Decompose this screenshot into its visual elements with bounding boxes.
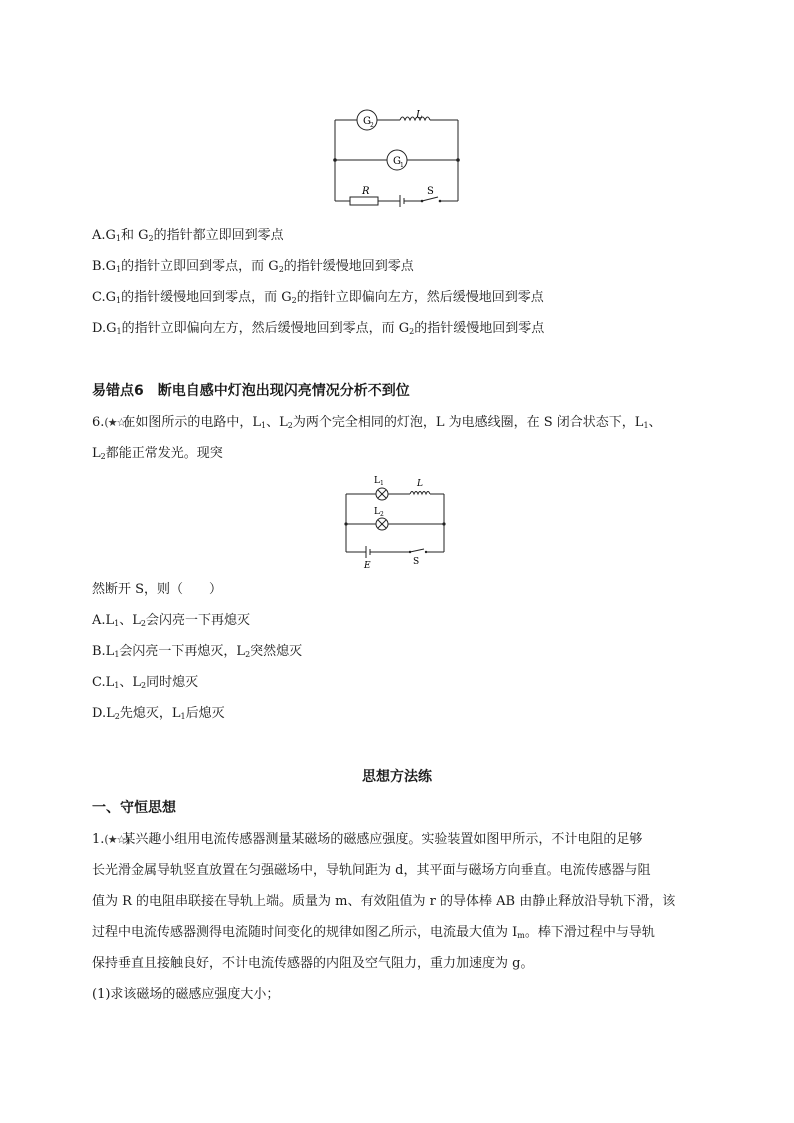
- g1-label: G: [393, 156, 401, 167]
- text: 的指针缓慢地回到零点，而 G: [121, 290, 292, 305]
- subscript: 1: [643, 421, 649, 430]
- text: 的指针都立即回到零点: [153, 228, 284, 243]
- q1-line4: [92, 923, 655, 946]
- q5-option-c: [92, 288, 544, 311]
- subscript: 1: [116, 296, 122, 305]
- g1-sub: 1: [400, 162, 404, 169]
- methods-title: 思想方法练: [362, 769, 432, 785]
- q6-stem-line2: [92, 444, 223, 467]
- text: 、L: [119, 613, 141, 628]
- g2-label: G: [363, 116, 371, 127]
- text: 会闪亮一下再熄灭: [145, 613, 250, 628]
- question-number: 6.: [92, 415, 105, 430]
- subscript: 2: [287, 421, 293, 430]
- text: 先熄灭，L: [119, 706, 181, 721]
- text: 某兴趣小组用电流传感器测量某磁场的磁感应强度。实验装置如图甲所示，不计电阻的足够: [122, 832, 643, 847]
- text: 、L: [119, 675, 141, 690]
- resistor: [350, 197, 378, 205]
- l1-sub: 1: [380, 480, 384, 487]
- inductor-label: L: [417, 479, 423, 489]
- subscript: 1: [261, 421, 267, 430]
- subscript: 2: [114, 712, 120, 721]
- text: 过程中电流传感器测得电流随时间变化的规律如图乙所示，电流最大值为 I: [92, 925, 518, 940]
- subscript: 2: [291, 296, 297, 305]
- q1-line3: 值为 R 的电阻串联接在导轨上端。质量为 m、有效阻值为 r 的导体棒 AB 由静止释放沿导轨下滑，该: [92, 894, 676, 909]
- inductor-coil: [400, 117, 430, 120]
- text: C.G: [92, 290, 117, 305]
- q6-stem-line3: 然断开 S，则（ ）: [92, 582, 223, 597]
- resistor-label: R: [362, 186, 370, 197]
- text: 后熄灭: [185, 706, 225, 721]
- q5-option-b: [92, 257, 414, 280]
- q5-option-a: [92, 226, 284, 249]
- subscript: 1: [180, 712, 186, 721]
- subscript: 1: [114, 681, 120, 690]
- subscript: 1: [116, 265, 122, 274]
- text: 会闪亮一下再熄灭，L: [119, 644, 246, 659]
- q6-option-b: [92, 642, 302, 665]
- text: 突然熄灭: [250, 644, 303, 659]
- subscript: 2: [148, 234, 154, 243]
- text: L: [92, 446, 101, 461]
- subscript: 2: [100, 452, 106, 461]
- subscript: 2: [409, 327, 415, 336]
- subscript: 2: [140, 619, 146, 628]
- q1-line2: 长光滑金属导轨竖直放置在匀强磁场中，导轨间距为 d，其平面与磁场方向垂直。电流传感器与阻: [92, 863, 651, 878]
- text: 、: [648, 415, 662, 430]
- question-number: 1.: [92, 832, 105, 847]
- text: 的指针立即偏向左方，然后缓慢地回到零点: [296, 290, 544, 305]
- switch-blade: [422, 197, 438, 201]
- q6-stem-line1: [92, 413, 662, 436]
- text: 、L: [266, 415, 288, 430]
- text: 的指针立即偏向左方，然后缓慢地回到零点，而 G: [121, 321, 410, 336]
- l1-label: L: [374, 476, 380, 486]
- difficulty-star-icon: (★☆): [104, 416, 129, 429]
- q1-line1: [92, 830, 642, 850]
- q6-option-c: [92, 673, 198, 696]
- text: D.G: [92, 321, 117, 336]
- circuit-diagram-2: [340, 472, 450, 572]
- text: 为两个完全相同的灯泡，L 为电感线圈，在 S 闭合状态下，L: [292, 415, 644, 430]
- subscript: 1: [116, 327, 122, 336]
- l2-sub: 2: [380, 511, 384, 518]
- inductor-coil: [410, 492, 430, 495]
- difficulty-star-icon: (★☆): [104, 833, 129, 846]
- subscript: 1: [114, 619, 120, 628]
- text: 都能正常发光。现突: [105, 446, 223, 461]
- text: D.L: [92, 706, 115, 721]
- subscript: m: [517, 931, 525, 940]
- circuit-diagram-1: [330, 108, 470, 208]
- text: B.G: [92, 259, 117, 274]
- subscript: 2: [245, 650, 251, 659]
- subscript: 1: [115, 234, 121, 243]
- text: 。棒下滑过程中与导轨: [524, 925, 655, 940]
- section-heading-6: 易错点6 断电自感中灯泡出现闪亮情况分析不到位: [92, 383, 410, 399]
- text: 和 G: [121, 228, 149, 243]
- inductor-label: L: [416, 109, 423, 121]
- subsection-heading-1: 一、守恒思想: [92, 800, 176, 816]
- battery-label: E: [364, 561, 371, 571]
- subscript: 1: [114, 650, 120, 659]
- switch-label: S: [413, 557, 420, 567]
- q6-option-d: [92, 704, 225, 727]
- text: 同时熄灭: [146, 675, 199, 690]
- text: C.L: [92, 675, 115, 690]
- subscript: 2: [278, 265, 284, 274]
- switch-blade: [410, 549, 424, 552]
- text: 的指针立即回到零点，而 G: [121, 259, 279, 274]
- q6-option-a: [92, 611, 250, 634]
- switch-label: S: [427, 186, 434, 197]
- g2-sub: 2: [370, 122, 374, 129]
- text: 的指针缓慢地回到零点: [283, 259, 414, 274]
- q1-subquestion-1: (1)求该磁场的磁感应强度大小；: [92, 987, 280, 1002]
- q1-line5: 保持垂直且接触良好，不计电流传感器的内阻及空气阻力，重力加速度为 g。: [92, 956, 534, 971]
- q5-option-d: [92, 319, 544, 342]
- l2-label: L: [374, 507, 380, 517]
- text: 在如图所示的电路中，L: [122, 415, 262, 430]
- text: A.L: [92, 613, 115, 628]
- text: 的指针缓慢地回到零点: [414, 321, 545, 336]
- subscript: 2: [140, 681, 147, 690]
- text: B.L: [92, 644, 115, 659]
- text: A.G: [92, 228, 116, 243]
